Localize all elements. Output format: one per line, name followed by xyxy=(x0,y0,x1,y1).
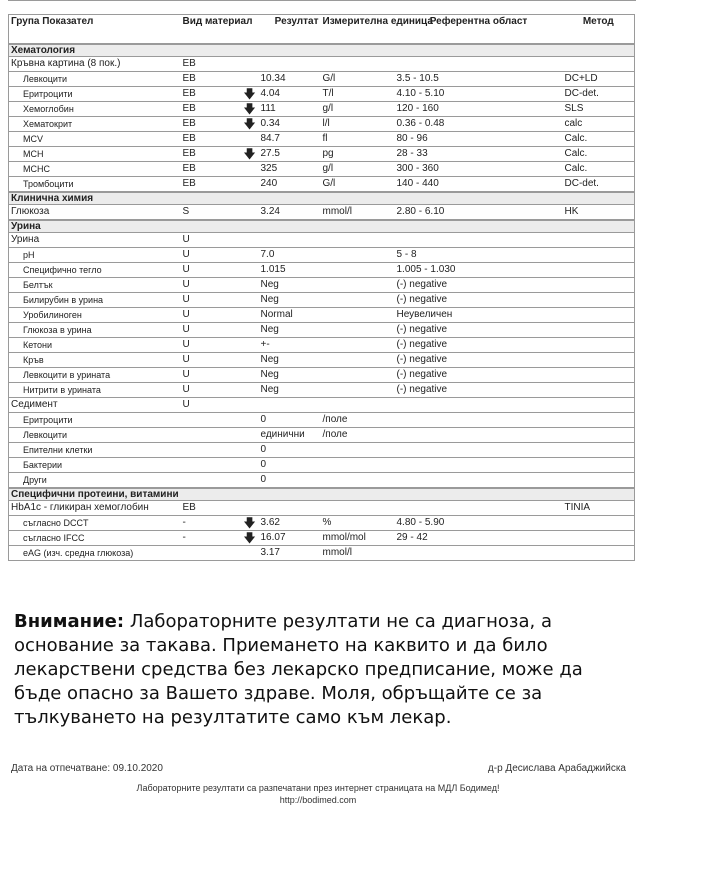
flag-cell xyxy=(241,248,259,263)
method xyxy=(563,516,635,531)
result-value: 0.34 xyxy=(259,117,321,132)
result-value: 0 xyxy=(259,413,321,428)
method: DC+LD xyxy=(563,72,635,87)
material-type: U xyxy=(181,278,241,293)
unit xyxy=(321,458,395,473)
material-type xyxy=(181,443,241,458)
method xyxy=(563,338,635,353)
table-row xyxy=(9,501,635,516)
result-value: Neg xyxy=(259,353,321,368)
material-type: U xyxy=(181,383,241,398)
test-name: Уробилиноген xyxy=(9,308,181,323)
result-value: 27.5 xyxy=(259,147,321,162)
unit: mmol/mol xyxy=(321,531,395,546)
unit xyxy=(321,501,395,516)
material-type: EB xyxy=(181,117,241,132)
reference-range xyxy=(395,546,563,561)
method xyxy=(563,293,635,308)
reference-range: Неувеличен xyxy=(395,308,563,323)
result-value: 325 xyxy=(259,162,321,177)
result-value: 240 xyxy=(259,177,321,193)
unit xyxy=(321,263,395,278)
table-row xyxy=(9,87,635,102)
unit xyxy=(321,398,395,413)
test-name: Кетони xyxy=(9,338,181,353)
test-name: Еритроцити xyxy=(9,413,181,428)
result-value xyxy=(259,57,321,72)
unit xyxy=(321,278,395,293)
flag-cell xyxy=(241,87,259,102)
unit xyxy=(321,338,395,353)
reference-range: 2.80 - 6.10 xyxy=(395,205,563,221)
flag-cell xyxy=(241,443,259,458)
result-value: 3.17 xyxy=(259,546,321,561)
reference-range xyxy=(395,57,563,72)
flag-cell xyxy=(241,531,259,546)
test-name: Глюкоза xyxy=(9,205,181,221)
table-row xyxy=(9,162,635,177)
test-name: Еритроцити xyxy=(9,87,181,102)
table-row xyxy=(9,72,635,87)
flag-cell xyxy=(241,263,259,278)
test-name: Хематокрит xyxy=(9,117,181,132)
table-row xyxy=(9,117,635,132)
unit: G/l xyxy=(321,72,395,87)
result-value: 1.015 xyxy=(259,263,321,278)
material-type: EB xyxy=(181,132,241,147)
method: DC-det. xyxy=(563,87,635,102)
test-name: Бактерии xyxy=(9,458,181,473)
table-row xyxy=(9,278,635,293)
table-row xyxy=(9,205,635,221)
flag-cell xyxy=(241,383,259,398)
table-row xyxy=(9,428,635,443)
method xyxy=(563,323,635,338)
flag-cell xyxy=(241,458,259,473)
reference-range: 29 - 42 xyxy=(395,531,563,546)
material-type: U xyxy=(181,398,241,413)
flag-cell xyxy=(241,102,259,117)
group-header-row xyxy=(9,44,635,57)
method xyxy=(563,248,635,263)
material-type: EB xyxy=(181,501,241,516)
reference-range: 120 - 160 xyxy=(395,102,563,117)
test-name: Глюкоза в урина xyxy=(9,323,181,338)
result-value: Neg xyxy=(259,293,321,308)
table-row xyxy=(9,546,635,561)
material-type: EB xyxy=(181,162,241,177)
result-value xyxy=(259,233,321,248)
material-type: U xyxy=(181,353,241,368)
test-name: Билирубин в урина xyxy=(9,293,181,308)
flag-cell xyxy=(241,117,259,132)
reference-range: 0.36 - 0.48 xyxy=(395,117,563,132)
header-group-indicator: Група Показател xyxy=(9,15,181,45)
group-header-row xyxy=(9,488,635,501)
test-name: MCHC xyxy=(9,162,181,177)
material-type xyxy=(181,458,241,473)
reference-range: (-) negative xyxy=(395,323,563,338)
unit xyxy=(321,353,395,368)
test-name: Седимент xyxy=(9,398,181,413)
unit xyxy=(321,473,395,489)
result-value: 16.07 xyxy=(259,531,321,546)
table-row xyxy=(9,323,635,338)
unit: g/l xyxy=(321,102,395,117)
flag-cell xyxy=(241,177,259,193)
group-header-row xyxy=(9,192,635,205)
table-row xyxy=(9,458,635,473)
test-name: Други xyxy=(9,473,181,489)
doctor-name: д-р Десислава Арабаджийска xyxy=(487,763,626,774)
unit: mmol/l xyxy=(321,546,395,561)
flag-cell xyxy=(241,132,259,147)
unit xyxy=(321,233,395,248)
test-name: съгласно IFCC xyxy=(9,531,181,546)
material-type: EB xyxy=(181,87,241,102)
method: TINIA xyxy=(563,501,635,516)
unit xyxy=(321,57,395,72)
group-title: Клинична химия xyxy=(9,192,635,205)
test-name: Левкоцити xyxy=(9,428,181,443)
result-value: 3.24 xyxy=(259,205,321,221)
test-name: Специфично тегло xyxy=(9,263,181,278)
material-type: U xyxy=(181,308,241,323)
material-type: - xyxy=(181,531,241,546)
header-result: Резултат xyxy=(241,15,321,45)
method xyxy=(563,278,635,293)
material-type: - xyxy=(181,516,241,531)
table-row xyxy=(9,177,635,193)
material-type: U xyxy=(181,248,241,263)
unit: T/l xyxy=(321,87,395,102)
method: Calc. xyxy=(563,162,635,177)
reference-range xyxy=(395,428,563,443)
method xyxy=(563,413,635,428)
material-type xyxy=(181,473,241,489)
test-name: Кръвна картина (8 пок.) xyxy=(9,57,181,72)
result-value xyxy=(259,398,321,413)
flag-cell xyxy=(241,233,259,248)
reference-range: 140 - 440 xyxy=(395,177,563,193)
method xyxy=(563,353,635,368)
result-value: Neg xyxy=(259,368,321,383)
material-type: U xyxy=(181,263,241,278)
flag-cell xyxy=(241,501,259,516)
method: SLS xyxy=(563,102,635,117)
reference-range xyxy=(395,473,563,489)
reference-range: 5 - 8 xyxy=(395,248,563,263)
method: Calc. xyxy=(563,132,635,147)
reference-range xyxy=(395,398,563,413)
test-name: Белтък xyxy=(9,278,181,293)
unit xyxy=(321,293,395,308)
flag-cell xyxy=(241,338,259,353)
test-name: Нитрити в урината xyxy=(9,383,181,398)
warning-label: Внимание: xyxy=(14,611,125,632)
table-row xyxy=(9,413,635,428)
flag-cell xyxy=(241,147,259,162)
flag-cell xyxy=(241,413,259,428)
table-row xyxy=(9,263,635,278)
material-type: U xyxy=(181,233,241,248)
test-name: MCV xyxy=(9,132,181,147)
flag-cell xyxy=(241,308,259,323)
footer-url[interactable]: http://bodimed.com xyxy=(279,795,357,805)
flag-cell xyxy=(241,473,259,489)
method xyxy=(563,233,635,248)
header-reference: Референтна област xyxy=(395,15,563,45)
table-row xyxy=(9,233,635,248)
unit xyxy=(321,323,395,338)
flag-cell xyxy=(241,205,259,221)
reference-range: 28 - 33 xyxy=(395,147,563,162)
header-method: Метод xyxy=(563,15,635,45)
table-row xyxy=(9,531,635,546)
table-row xyxy=(9,293,635,308)
table-row xyxy=(9,147,635,162)
flag-cell xyxy=(241,57,259,72)
arrow-down-icon: 🡇 xyxy=(243,147,256,161)
reference-range: (-) negative xyxy=(395,383,563,398)
method xyxy=(563,308,635,323)
flag-cell xyxy=(241,428,259,443)
method xyxy=(563,383,635,398)
test-name: eAG (изч. средна глюкоза) xyxy=(9,546,181,561)
group-title: Хематология xyxy=(9,44,635,57)
reference-range: (-) negative xyxy=(395,368,563,383)
reference-range: (-) negative xyxy=(395,338,563,353)
method: Calc. xyxy=(563,147,635,162)
arrow-down-icon: 🡇 xyxy=(243,102,256,116)
flag-cell xyxy=(241,293,259,308)
group-title: Специфични протеини, витамини xyxy=(9,488,635,501)
table-row xyxy=(9,398,635,413)
result-value: Neg xyxy=(259,278,321,293)
method xyxy=(563,531,635,546)
result-value: 3.62 xyxy=(259,516,321,531)
unit xyxy=(321,368,395,383)
reference-range: 3.5 - 10.5 xyxy=(395,72,563,87)
arrow-down-icon: 🡇 xyxy=(243,87,256,101)
reference-range: 4.80 - 5.90 xyxy=(395,516,563,531)
result-value: Neg xyxy=(259,323,321,338)
unit: /поле xyxy=(321,428,395,443)
material-type: EB xyxy=(181,57,241,72)
result-value: 7.0 xyxy=(259,248,321,263)
flag-cell xyxy=(241,162,259,177)
unit: /поле xyxy=(321,413,395,428)
test-name: HbA1c - гликиран хемоглобин xyxy=(9,501,181,516)
method xyxy=(563,57,635,72)
arrow-down-icon: 🡇 xyxy=(243,531,256,545)
flag-cell xyxy=(241,516,259,531)
material-type: U xyxy=(181,368,241,383)
unit: fl xyxy=(321,132,395,147)
reference-range: 300 - 360 xyxy=(395,162,563,177)
result-value xyxy=(259,501,321,516)
table-row xyxy=(9,132,635,147)
table-row xyxy=(9,338,635,353)
test-name: Епителни клетки xyxy=(9,443,181,458)
flag-cell xyxy=(241,353,259,368)
reference-range xyxy=(395,501,563,516)
method: calc xyxy=(563,117,635,132)
table-header-row xyxy=(9,15,635,45)
method xyxy=(563,368,635,383)
result-value: 0 xyxy=(259,473,321,489)
flag-cell xyxy=(241,72,259,87)
table-row xyxy=(9,308,635,323)
method xyxy=(563,263,635,278)
result-value: +- xyxy=(259,338,321,353)
lab-results-table xyxy=(8,14,635,561)
method xyxy=(563,428,635,443)
material-type: EB xyxy=(181,177,241,193)
method xyxy=(563,546,635,561)
result-value: Neg xyxy=(259,383,321,398)
flag-cell xyxy=(241,546,259,561)
material-type: U xyxy=(181,323,241,338)
method xyxy=(563,443,635,458)
table-row xyxy=(9,383,635,398)
material-type xyxy=(181,413,241,428)
footer-disclaimer: Лабораторните резултати са разпечатани през интернет страницата на МДЛ Бодимед! xyxy=(136,783,500,793)
result-value: 0 xyxy=(259,458,321,473)
reference-range xyxy=(395,443,563,458)
material-type: EB xyxy=(181,147,241,162)
flag-cell xyxy=(241,278,259,293)
reference-range: 4.10 - 5.10 xyxy=(395,87,563,102)
method xyxy=(563,473,635,489)
material-type: S xyxy=(181,205,241,221)
material-type xyxy=(181,428,241,443)
test-name: pH xyxy=(9,248,181,263)
result-value: 111 xyxy=(259,102,321,117)
result-value: Normal xyxy=(259,308,321,323)
unit xyxy=(321,383,395,398)
material-type: U xyxy=(181,293,241,308)
table-row xyxy=(9,368,635,383)
method xyxy=(563,458,635,473)
group-title: Урина xyxy=(9,220,635,233)
table-row xyxy=(9,443,635,458)
unit: G/l xyxy=(321,177,395,193)
reference-range xyxy=(395,413,563,428)
material-type: EB xyxy=(181,72,241,87)
arrow-down-icon: 🡇 xyxy=(243,117,256,131)
test-name: Левкоцити xyxy=(9,72,181,87)
unit xyxy=(321,443,395,458)
reference-range: (-) negative xyxy=(395,293,563,308)
warning-notice xyxy=(14,610,614,730)
unit: l/l xyxy=(321,117,395,132)
previous-page-edge xyxy=(8,0,636,1)
reference-range xyxy=(395,458,563,473)
flag-cell xyxy=(241,323,259,338)
flag-cell xyxy=(241,398,259,413)
test-name: съгласно DCCT xyxy=(9,516,181,531)
result-value: 0 xyxy=(259,443,321,458)
arrow-down-icon: 🡇 xyxy=(243,516,256,530)
result-value: единични xyxy=(259,428,321,443)
test-name: Хемоглобин xyxy=(9,102,181,117)
result-value: 84.7 xyxy=(259,132,321,147)
table-row xyxy=(9,353,635,368)
method xyxy=(563,398,635,413)
test-name: MCH xyxy=(9,147,181,162)
result-value: 4.04 xyxy=(259,87,321,102)
reference-range xyxy=(395,233,563,248)
table-row xyxy=(9,473,635,489)
warning-text: Лабораторните резултати не са диагноза, а основание за такава. Приемането на каквито и да било лекарствени средства без лекарско предписание, може да бъде опасно за Вашето здраве. Моля, обръщайте се за тълкуването на резултатите само към лекар. xyxy=(14,611,583,728)
unit: pg xyxy=(321,147,395,162)
unit: g/l xyxy=(321,162,395,177)
material-type xyxy=(181,546,241,561)
table-row xyxy=(9,57,635,72)
header-material: Вид материал xyxy=(181,15,241,45)
reference-range: (-) negative xyxy=(395,278,563,293)
header-unit: Измерителна единица xyxy=(321,15,395,45)
reference-range: 80 - 96 xyxy=(395,132,563,147)
material-type: EB xyxy=(181,102,241,117)
method: HK xyxy=(563,205,635,221)
flag-cell xyxy=(241,368,259,383)
unit: mmol/l xyxy=(321,205,395,221)
table-row xyxy=(9,248,635,263)
unit: % xyxy=(321,516,395,531)
test-name: Тромбоцити xyxy=(9,177,181,193)
reference-range: 1.005 - 1.030 xyxy=(395,263,563,278)
result-value: 10.34 xyxy=(259,72,321,87)
table-row xyxy=(9,102,635,117)
group-header-row xyxy=(9,220,635,233)
reference-range: (-) negative xyxy=(395,353,563,368)
unit xyxy=(321,248,395,263)
print-date: Дата на отпечатване: 09.10.2020 xyxy=(11,763,163,774)
test-name: Кръв xyxy=(9,353,181,368)
test-name: Левкоцити в урината xyxy=(9,368,181,383)
test-name: Урина xyxy=(9,233,181,248)
table-row xyxy=(9,516,635,531)
unit xyxy=(321,308,395,323)
method: DC-det. xyxy=(563,177,635,193)
material-type: U xyxy=(181,338,241,353)
